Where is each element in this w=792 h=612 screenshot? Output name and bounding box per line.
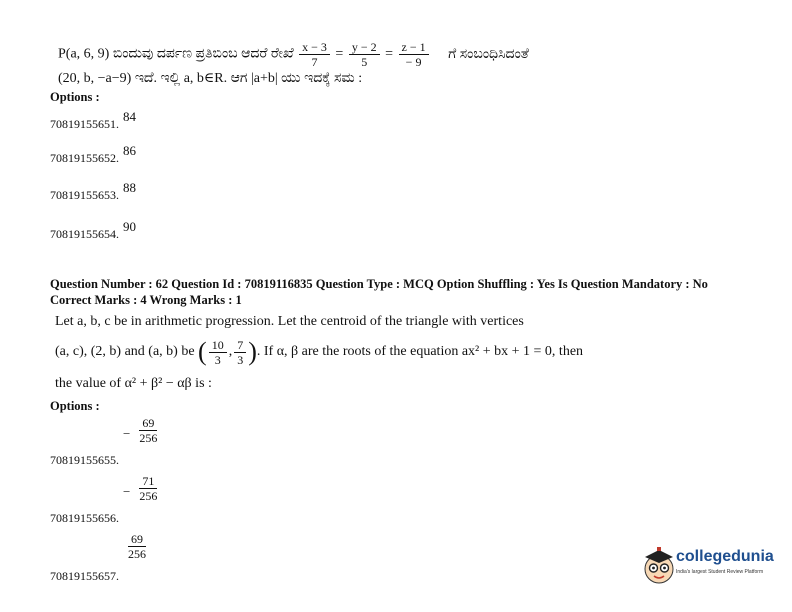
collegedunia-logo[interactable]: [640, 543, 780, 587]
q62-header-line1: Question Number : 62 Question Id : 70819116835 Question Type : MCQ Option Shuffling : Yes Is Question Mandatory : No: [50, 277, 708, 291]
option-fraction: $\frac{71}{256}$: [139, 474, 158, 503]
q62-line2-text: (a, c), (2, b) and (a, b) be: [55, 344, 195, 360]
option-fraction: $\frac{69}{256}$: [128, 532, 146, 561]
option-id: 70819155652.: [50, 151, 119, 165]
option-id: 70819155657.: [50, 569, 119, 584]
centroid-y-fraction: $\frac{7}{3}$: [234, 338, 246, 367]
q61-line1-text: P(a, 6, 9) ಬಿಂದುವು ದರ್ಪಣ ಪ್ರತಿಬಿಂಬ ಆದರೆ ರೇಖೆ: [58, 46, 294, 62]
q61-line1-suffix: ಗೆ ಸಂಬಂಧಿಸಿದಂತೆ: [448, 46, 529, 62]
option-fraction: $\frac{69}{256}$: [139, 416, 158, 445]
option-id: 70819155653.: [50, 188, 119, 202]
q62-header-line2: Correct Marks : 4 Wrong Marks : 1: [50, 293, 242, 307]
option-row[interactable]: [50, 532, 151, 584]
option-value: 88: [123, 180, 136, 195]
logo-brand-text: collegedunia: [676, 548, 774, 565]
option-row[interactable]: [50, 142, 136, 165]
option-sign: −: [123, 426, 131, 442]
option-id: 70819155655.: [50, 453, 119, 468]
q62-line2-suffix: . If α, β are the roots of the equation ax² + bx + 1 = 0, then: [256, 344, 584, 360]
option-value: 86: [123, 143, 136, 158]
option-value: 84: [123, 109, 136, 124]
option-row[interactable]: [50, 218, 136, 241]
option-row[interactable]: [50, 474, 162, 526]
option-id: 70819155656.: [50, 511, 119, 526]
q61-line2: (20, b, −a−9) ಇದೆ. ಇಲ್ಲಿ a, b∈R. ಆಗ |a+b| ಯು ಇದಕ್ಕೆ ಸಮ :: [58, 71, 363, 86]
q61-line1: P(a, 6, 9) ಬಿಂದುವು ದರ್ಪಣ ಪ್ರತಿಬಿಂಬ ಆದರೆ ರೇಖೆ $\frac{x - 3}{7}$ = $\frac{y - 2}{5}$ = $\frac{z - 1}{- 9}$ ಗೆ ಸಂಬಂಧಿಸಿದಂತೆ: [58, 40, 529, 69]
option-row[interactable]: [50, 416, 162, 468]
option-sign: −: [123, 484, 131, 500]
q61-options-label: Options :: [50, 90, 100, 104]
option-row[interactable]: [50, 179, 136, 202]
option-value: 90: [123, 219, 136, 234]
option-id: 70819155651.: [50, 117, 119, 131]
student-mascot-icon: [640, 545, 678, 585]
centroid-x-fraction: $\frac{10}{3}$: [209, 338, 227, 367]
option-id: 70819155654.: [50, 227, 119, 241]
q62-options-label: Options :: [50, 399, 100, 413]
q62-line3: the value of α² + β² − αβ is :: [55, 376, 212, 391]
q61-fraction-z: $\frac{z - 1}{- 9}$: [399, 40, 429, 69]
q61-fraction-y: $\frac{y - 2}{5}$: [349, 40, 380, 69]
q62-line1: Let a, b, c be in arithmetic progression. Let the centroid of the triangle with vertices: [55, 314, 524, 329]
logo-tagline: India's largest Student Review Platform: [676, 569, 764, 575]
option-row[interactable]: [50, 108, 136, 131]
q61-fraction-x: $\frac{x - 3}{7}$: [299, 40, 330, 69]
q62-line2: (a, c), (2, b) and (a, b) be ( $\frac{10}{3}$ , $\frac{7}{3}$ ). If α, β are the roots of the equation ax² + bx + 1 = 0, then: [55, 337, 584, 367]
